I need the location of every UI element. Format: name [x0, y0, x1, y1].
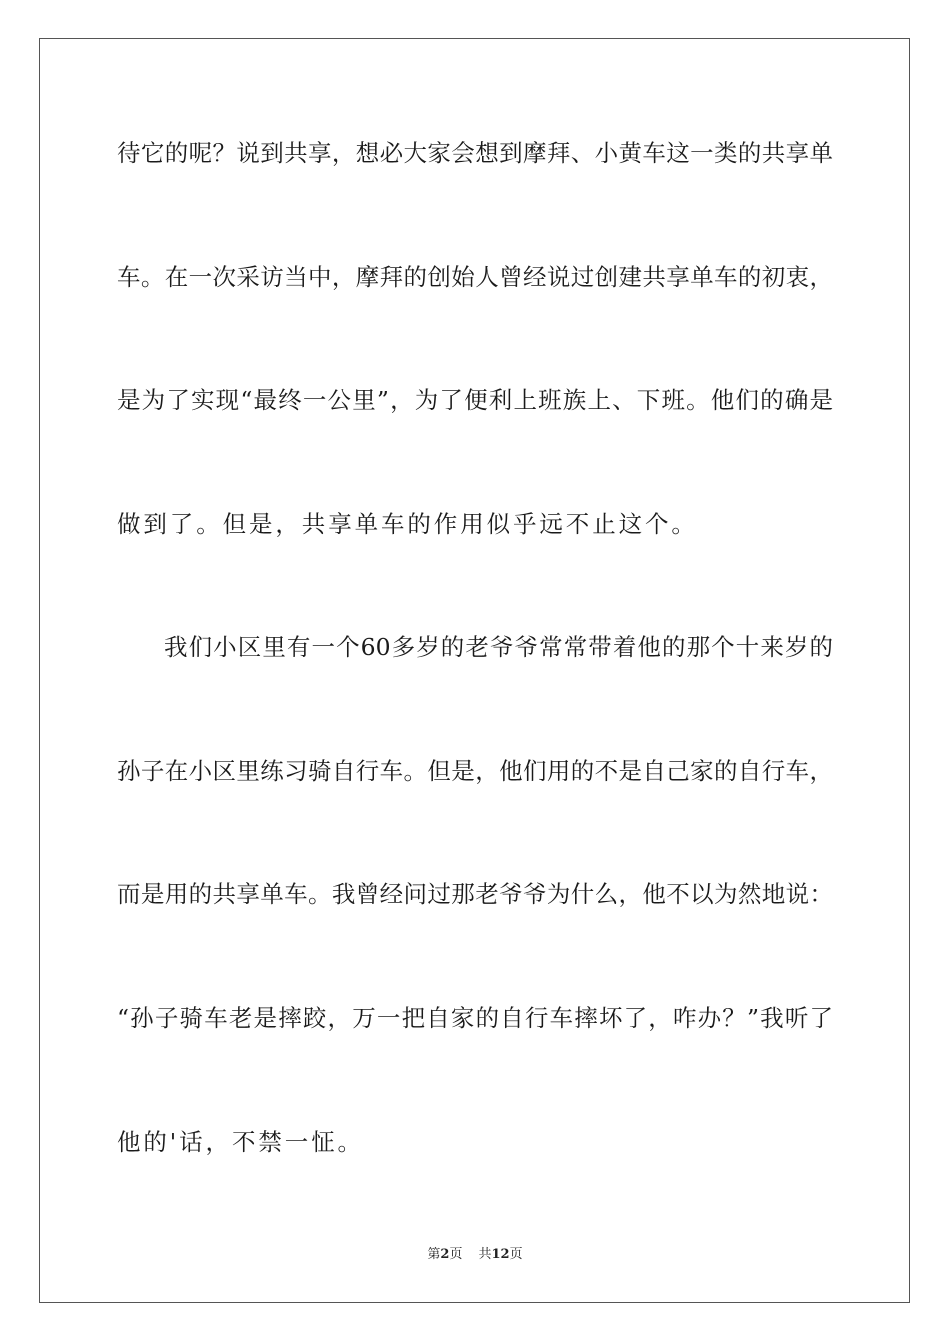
text-line-4: 做到了。但是，共享单车的作用似乎远不止这个。: [117, 510, 698, 538]
text-line-7: 而是用的共享单车。我曾经问过那老爷爷为什么，他不以为然地说：: [117, 880, 833, 908]
footer-page-suffix: 页: [449, 1247, 463, 1262]
text-line-5-indented: 我们小区里有一个60多岁的老爷爷常常带着他的那个十来岁的: [164, 633, 833, 661]
page-footer: [0, 1246, 950, 1264]
text-line-6: 孙子在小区里练习骑自行车。但是，他们用的不是自己家的自行车，: [117, 757, 833, 785]
footer-page-number: 2: [440, 1247, 450, 1262]
footer-total-suffix: 页: [509, 1247, 523, 1262]
text-line-2: 车。在一次采访当中，摩拜的创始人曾经说过创建共享单车的初衷，: [117, 263, 833, 291]
text-line-9: 他的'话，不禁一怔。: [117, 1128, 364, 1156]
page-border: [39, 38, 910, 1303]
footer-page-prefix: 第: [427, 1247, 441, 1262]
text-line-8: “孙子骑车老是摔跤，万一把自家的自行车摔坏了，咋办？”我听了: [117, 1004, 833, 1032]
footer-total-prefix: 共: [478, 1247, 492, 1262]
footer-total-pages: 12: [491, 1247, 510, 1262]
text-line-1: 待它的呢？说到共享，想必大家会想到摩拜、小黄车这一类的共享单: [117, 139, 833, 167]
text-line-3: 是为了实现“最终一公里”，为了便利上班族上、下班。他们的确是: [117, 386, 833, 414]
